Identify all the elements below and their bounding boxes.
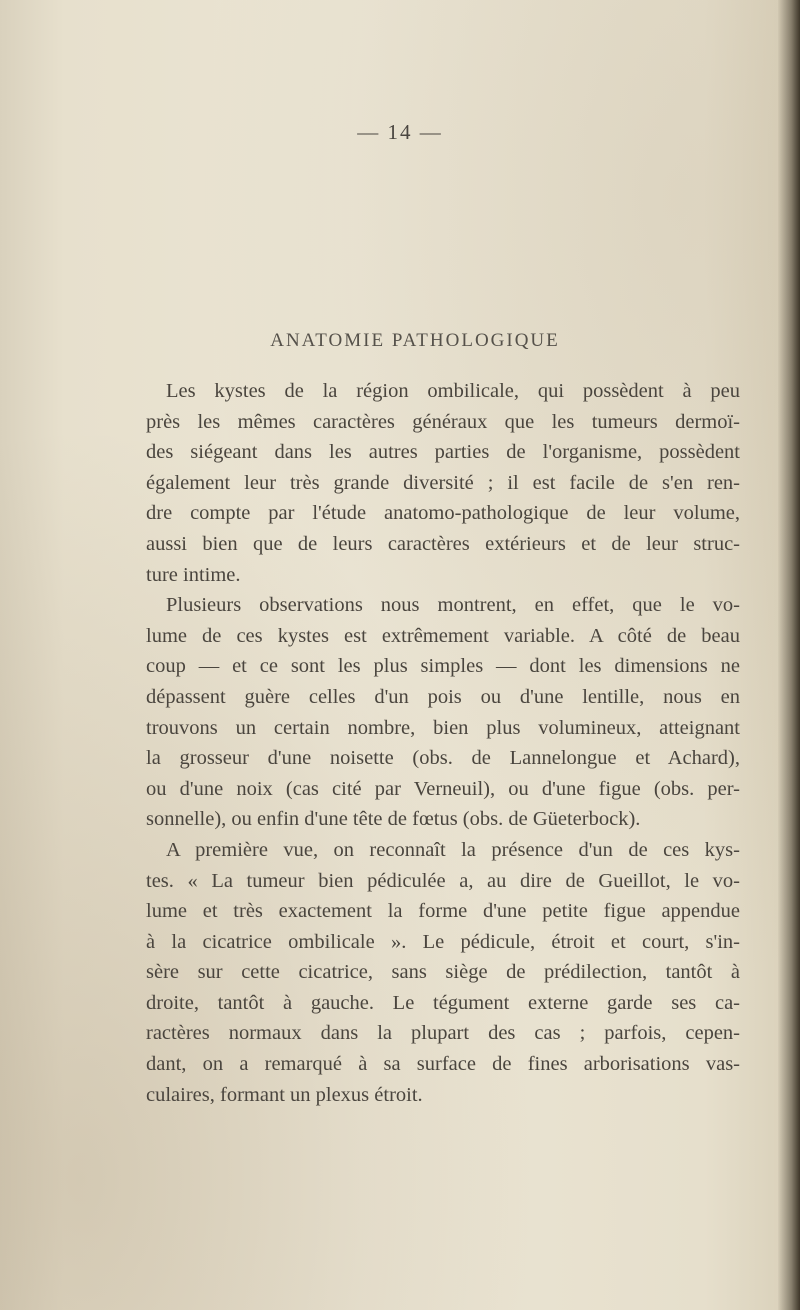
paragraph (118, 835, 740, 1110)
text-line: lume et très exactement la forme d'une petite figue appendue (146, 900, 740, 923)
section-title: ANATOMIE PATHOLOGIQUE (270, 330, 560, 351)
text-line: A première vue, on reconnaît la présence d'un de ces kys- (166, 838, 740, 861)
text-line: sère sur cette cicatrice, sans siège de prédilection, tantôt à (146, 961, 740, 984)
text-line: ractères normaux dans la plupart des cas ; parfois, cepen- (146, 1022, 740, 1045)
text-line: dant, on a remarqué à sa surface de fines arborisations vas- (146, 1053, 740, 1076)
text-line: Les kystes de la région ombilicale, qui possèdent à peu (166, 380, 740, 402)
text-line: Plusieurs observations nous montrent, en effet, que le vo- (166, 594, 740, 617)
text-line: lume de ces kystes est extrêmement variable. A côté de beau (146, 624, 740, 647)
book-binding-edge (778, 0, 800, 1310)
text-line: aussi bien que de leurs caractères extérieurs et de leur struc- (146, 532, 740, 555)
text-line: tes. « La tumeur bien pédiculée a, au dire de Gueillot, le vo- (146, 869, 740, 892)
text-line: droite, tantôt à gauche. Le tégument externe garde ses ca- (146, 991, 740, 1014)
text-line: coup — et ce sont les plus simples — dont les dimensions ne (146, 655, 740, 678)
text-line: près les mêmes caractères généraux que les tumeurs dermoï- (146, 410, 740, 433)
text-line: ou d'une noix (cas cité par Verneuil), ou d'une figue (obs. per- (146, 777, 740, 800)
paragraph (118, 590, 740, 835)
text-line: dre compte par l'étude anatomo-pathologique de leur volume, (146, 502, 740, 525)
text-line: la grosseur d'une noisette (obs. de Lannelongue et Achard), (146, 747, 740, 770)
text-line: également leur très grande diversité ; il est facile de s'en ren- (146, 471, 740, 494)
page-number: — 14 — (357, 120, 443, 144)
body-text (118, 376, 740, 1110)
text-line: trouvons un certain nombre, bien plus volumineux, atteignant (146, 716, 740, 739)
text-line: dépassent guère celles d'un pois ou d'une lentille, nous en (146, 685, 740, 708)
text-line: sonnelle), ou enfin d'une tête de fœtus (obs. de Güeterbock). (146, 808, 641, 831)
text-line: ture intime. (146, 563, 241, 586)
paragraph (118, 376, 740, 590)
text-line: à la cicatrice ombilicale ». Le pédicule, étroit et court, s'in- (146, 930, 740, 953)
text-line: culaires, formant un plexus étroit. (146, 1083, 423, 1106)
text-line: des siégeant dans les autres parties de l'organisme, possèdent (146, 441, 740, 464)
